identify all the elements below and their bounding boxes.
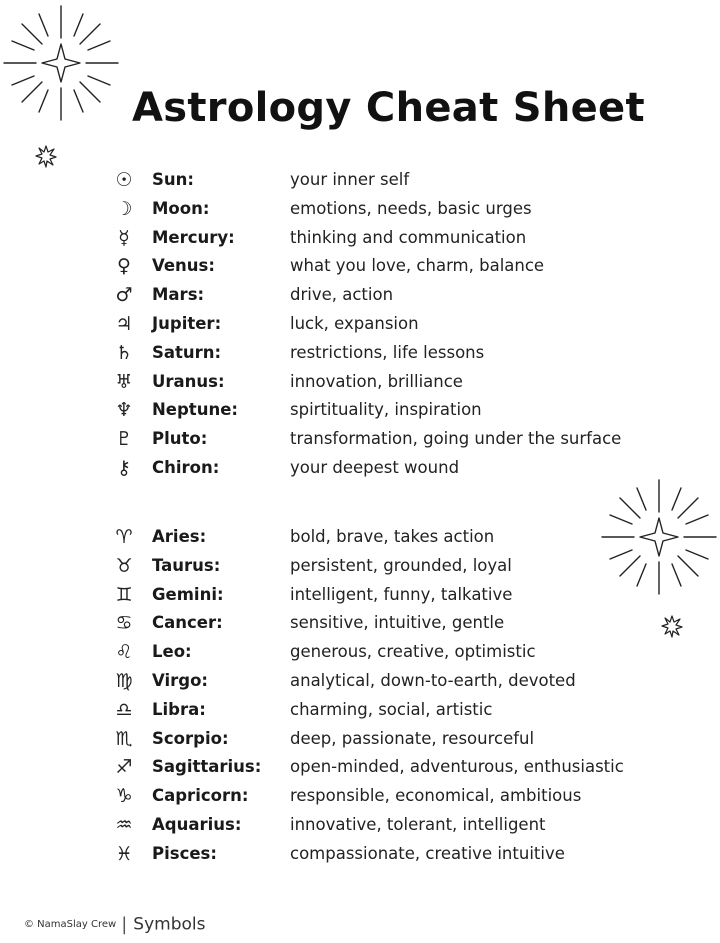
pisces-icon: ♓: [115, 842, 133, 865]
list-item: [110, 368, 690, 397]
sign-traits: analytical, down-to-earth, devoted: [290, 670, 576, 690]
sign-traits: generous, creative, optimistic: [290, 642, 536, 662]
uranus-icon: ♅: [115, 370, 133, 393]
sign-traits: charming, social, artistic: [290, 699, 493, 719]
list-item: [110, 396, 690, 425]
list-item: [110, 840, 690, 869]
scorpio-icon: ♏: [115, 727, 133, 750]
planet-meaning: innovation, brilliance: [290, 371, 463, 391]
list-item: [110, 667, 690, 696]
planet-meaning: your deepest wound: [290, 457, 460, 477]
planet-name: Neptune:: [152, 400, 238, 420]
sign-traits: persistent, grounded, loyal: [290, 555, 512, 575]
list-item: [110, 523, 690, 552]
list-item: [110, 454, 690, 483]
sign-name: Libra:: [152, 699, 206, 719]
planet-name: Venus:: [152, 256, 215, 276]
list-item: [110, 252, 690, 281]
list-item: [110, 224, 690, 253]
sign-traits: deep, passionate, resourceful: [290, 728, 535, 748]
list-item: [110, 609, 690, 638]
sign-name: Leo:: [152, 642, 192, 662]
planet-meaning: what you love, charm, balance: [290, 256, 545, 276]
planet-name: Uranus:: [152, 371, 225, 391]
planet-meaning: drive, action: [290, 285, 394, 305]
sign-traits: open-minded, adventurous, enthusiastic: [290, 757, 624, 777]
sign-name: Aquarius:: [152, 814, 242, 834]
planet-meaning: transformation, going under the surface: [290, 429, 622, 449]
saturn-icon: ♄: [115, 341, 133, 364]
sign-traits: innovative, tolerant, intelligent: [290, 814, 546, 834]
list-item: [110, 725, 690, 754]
aquarius-icon: ♒: [115, 813, 133, 836]
mars-icon: ♂: [115, 284, 133, 307]
libra-icon: ♎: [115, 698, 133, 721]
list-item: [110, 281, 690, 310]
list-item: [110, 339, 690, 368]
cancer-icon: ♋: [115, 612, 133, 635]
planet-name: Sun:: [152, 170, 194, 189]
sun-icon: ☉: [115, 169, 133, 191]
list-item: [110, 310, 690, 339]
aries-icon: ♈: [115, 526, 133, 548]
sign-name: Virgo:: [152, 670, 209, 690]
list-item: [110, 782, 690, 811]
planet-meaning: your inner self: [290, 170, 410, 189]
planet-name: Moon:: [152, 198, 210, 218]
sign-traits: compassionate, creative intuitive: [290, 843, 565, 863]
starburst-icon: [2, 4, 120, 122]
sign-name: Capricorn:: [152, 786, 249, 806]
footer-section-label: Symbols: [133, 914, 206, 935]
mercury-icon: ☿: [118, 226, 130, 249]
planet-meaning: emotions, needs, basic urges: [290, 198, 532, 218]
virgo-icon: ♍: [115, 669, 133, 692]
planet-meaning: spirtituality, inspiration: [290, 400, 482, 420]
copyright-text: © NamaSlay Crew: [24, 919, 117, 930]
moon-icon: ☽: [115, 197, 133, 220]
planet-name: Mercury:: [152, 227, 235, 247]
sign-traits: bold, brave, takes action: [290, 527, 495, 546]
sign-name: Cancer:: [152, 613, 223, 633]
sign-name: Gemini:: [152, 584, 224, 604]
list-item: [110, 166, 690, 195]
list-item: [110, 195, 690, 224]
planet-meaning: thinking and communication: [290, 227, 527, 247]
sign-name: Scorpio:: [152, 728, 229, 748]
list-item: [110, 581, 690, 610]
planet-meaning: luck, expansion: [290, 313, 419, 333]
sign-name: Sagittarius:: [152, 757, 262, 777]
sign-traits: sensitive, intuitive, gentle: [290, 613, 505, 633]
planet-name: Saturn:: [152, 342, 222, 362]
sign-traits: responsible, economical, ambitious: [290, 786, 582, 806]
chiron-icon: ⚷: [117, 456, 131, 479]
zodiac-signs-list: [110, 523, 690, 869]
pluto-icon: ♇: [115, 428, 133, 451]
planet-name: Chiron:: [152, 457, 220, 477]
planet-name: Jupiter:: [152, 313, 222, 333]
list-item: [110, 552, 690, 581]
sign-traits: intelligent, funny, talkative: [290, 584, 513, 604]
sign-name: Aries:: [152, 527, 207, 546]
page-title: Astrology Cheat Sheet: [132, 84, 645, 131]
neptune-icon: ♆: [115, 399, 133, 422]
sign-name: Pisces:: [152, 843, 217, 863]
taurus-icon: ♉: [115, 554, 133, 577]
list-item: [110, 753, 690, 782]
sign-name: Taurus:: [152, 555, 221, 575]
sparkle-icon: [34, 144, 58, 168]
list-item: [110, 811, 690, 840]
leo-icon: ♌: [115, 641, 133, 664]
gemini-icon: ♊: [115, 583, 133, 606]
planet-name: Mars:: [152, 285, 205, 305]
list-item: [110, 696, 690, 725]
list-item: [110, 638, 690, 667]
sagittarius-icon: ♐: [115, 756, 133, 779]
venus-icon: ♀: [117, 255, 131, 278]
planet-name: Pluto:: [152, 429, 208, 449]
planets-list: [110, 166, 690, 483]
list-item: [110, 425, 690, 454]
planet-meaning: restrictions, life lessons: [290, 342, 485, 362]
jupiter-icon: ♃: [115, 312, 133, 335]
capricorn-icon: ♑: [115, 785, 133, 808]
footer: [24, 914, 205, 935]
footer-separator: |: [121, 914, 128, 935]
